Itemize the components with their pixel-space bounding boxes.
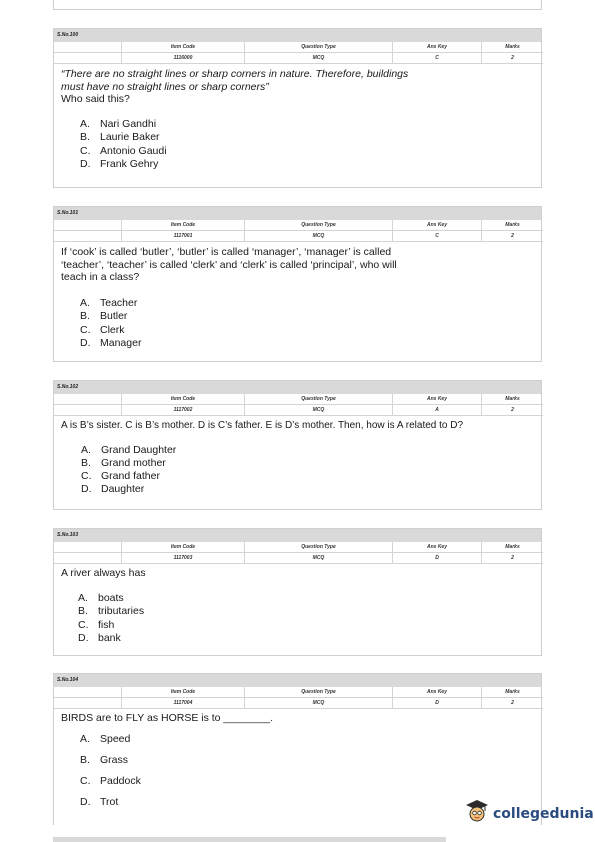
question-number: S.No.103 <box>54 529 541 542</box>
logo-text: collegedunia <box>493 805 594 822</box>
marks-header: Marks <box>482 220 543 231</box>
option-d: D. Daughter <box>81 482 145 495</box>
option-b: B. Grand mother <box>81 456 166 469</box>
next-card-header <box>53 837 446 842</box>
option-c: C. Grand father <box>81 469 160 482</box>
options-list <box>54 444 541 496</box>
question-stem <box>54 64 541 106</box>
option-c: C. fish <box>78 618 115 631</box>
ans-key-value: D <box>393 698 482 709</box>
question-type-header: Question Type <box>245 220 393 231</box>
option-c: C. Paddock <box>80 774 141 787</box>
option-c: C. Antonio Gaudi <box>80 144 167 157</box>
collegedunia-logo[interactable] <box>465 799 594 828</box>
option-a: A. Grand Daughter <box>81 443 177 456</box>
option-b: B. Laurie Baker <box>80 131 160 143</box>
ans-key-header: Ans Key <box>393 220 482 231</box>
options-list <box>54 118 541 172</box>
option-a: A. Teacher <box>80 296 138 309</box>
question-text-line: “There are no straight lines or sharp corners in nature. Therefore, buildings <box>61 68 409 80</box>
item-code-header: Item Code <box>122 42 245 53</box>
marks-value: 2 <box>482 405 543 416</box>
ans-key-value: D <box>393 553 482 564</box>
question-text-line: If ‘cook’ is called ‘butler’, ‘butler’ is called ‘manager’, ‘manager’ is called <box>61 246 392 258</box>
item-code-value: 1117002 <box>122 405 245 416</box>
question-type-header: Question Type <box>245 394 393 405</box>
question-type-value: MCQ <box>245 698 393 709</box>
graduate-mascot-icon <box>465 799 489 828</box>
question-text-line: ‘teacher’, ‘teacher’ is called ‘clerk’ and ‘clerk’ is called ‘principal’, who will <box>61 258 397 271</box>
question-text-line: BIRDS are to FLY as HORSE is to ________. <box>61 712 274 724</box>
question-number: S.No.102 <box>54 381 541 394</box>
question-type-header: Question Type <box>245 542 393 553</box>
item-code-header: Item Code <box>122 542 245 553</box>
question-meta-table <box>54 394 541 416</box>
question-meta-table <box>54 42 541 64</box>
ans-key-value: C <box>393 53 482 64</box>
option-c: C. Clerk <box>80 323 125 336</box>
question-stem <box>54 564 541 580</box>
question-card <box>53 28 542 188</box>
marks-header: Marks <box>482 42 543 53</box>
question-text-line: A river always has <box>61 567 146 579</box>
question-meta-table <box>54 687 541 709</box>
marks-value: 2 <box>482 231 543 242</box>
item-code-header: Item Code <box>122 687 245 698</box>
question-type-value: MCQ <box>245 405 393 416</box>
question-text-line: teach in a class? <box>61 271 140 283</box>
question-prompt: Who said this? <box>61 93 130 105</box>
options-list <box>54 297 541 351</box>
marks-value: 2 <box>482 698 543 709</box>
question-meta-table <box>54 220 541 242</box>
marks-value: 2 <box>482 53 543 64</box>
ans-key-header: Ans Key <box>393 542 482 553</box>
question-text-line: A is B’s sister. C is B’s mother. D is C’s father. E is D’s mother. Then, how is A related to D? <box>61 420 464 431</box>
question-number: S.No.104 <box>54 674 541 687</box>
item-code-value: 1117003 <box>122 553 245 564</box>
question-text-line: must have no straight lines or sharp corners” <box>61 80 269 93</box>
question-card <box>53 380 542 510</box>
question-number: S.No.100 <box>54 29 541 42</box>
question-stem <box>54 242 541 284</box>
marks-header: Marks <box>482 542 543 553</box>
ans-key-header: Ans Key <box>393 42 482 53</box>
question-card <box>53 528 542 656</box>
option-d: D. Manager <box>80 337 142 349</box>
option-b: B. tributaries <box>78 605 145 617</box>
option-b: B. Butler <box>80 310 128 322</box>
marks-value: 2 <box>482 553 543 564</box>
question-type-value: MCQ <box>245 53 393 64</box>
item-code-header: Item Code <box>122 394 245 405</box>
question-meta-table <box>54 542 541 564</box>
item-code-value: 1116000 <box>122 53 245 64</box>
ans-key-value: A <box>393 405 482 416</box>
marks-header: Marks <box>482 394 543 405</box>
option-a: A. boats <box>78 591 124 604</box>
question-number: S.No.101 <box>54 207 541 220</box>
ans-key-header: Ans Key <box>393 687 482 698</box>
question-card <box>53 206 542 362</box>
option-d: D. Frank Gehry <box>80 158 159 170</box>
option-d: D. bank <box>78 632 121 644</box>
options-list <box>54 592 541 646</box>
question-stem <box>54 416 541 433</box>
ans-key-value: C <box>393 231 482 242</box>
previous-card-edge <box>53 0 542 10</box>
item-code-value: 1117001 <box>122 231 245 242</box>
option-d: D. Trot <box>80 795 119 808</box>
ans-key-header: Ans Key <box>393 394 482 405</box>
question-type-value: MCQ <box>245 231 393 242</box>
marks-header: Marks <box>482 687 543 698</box>
item-code-header: Item Code <box>122 220 245 231</box>
question-type-header: Question Type <box>245 687 393 698</box>
question-stem <box>54 709 541 725</box>
option-b: B. Grass <box>80 753 129 766</box>
item-code-value: 1117004 <box>122 698 245 709</box>
option-a: A. Nari Gandhi <box>80 117 157 130</box>
question-type-value: MCQ <box>245 553 393 564</box>
question-type-header: Question Type <box>245 42 393 53</box>
option-a: A. Speed <box>80 732 131 745</box>
